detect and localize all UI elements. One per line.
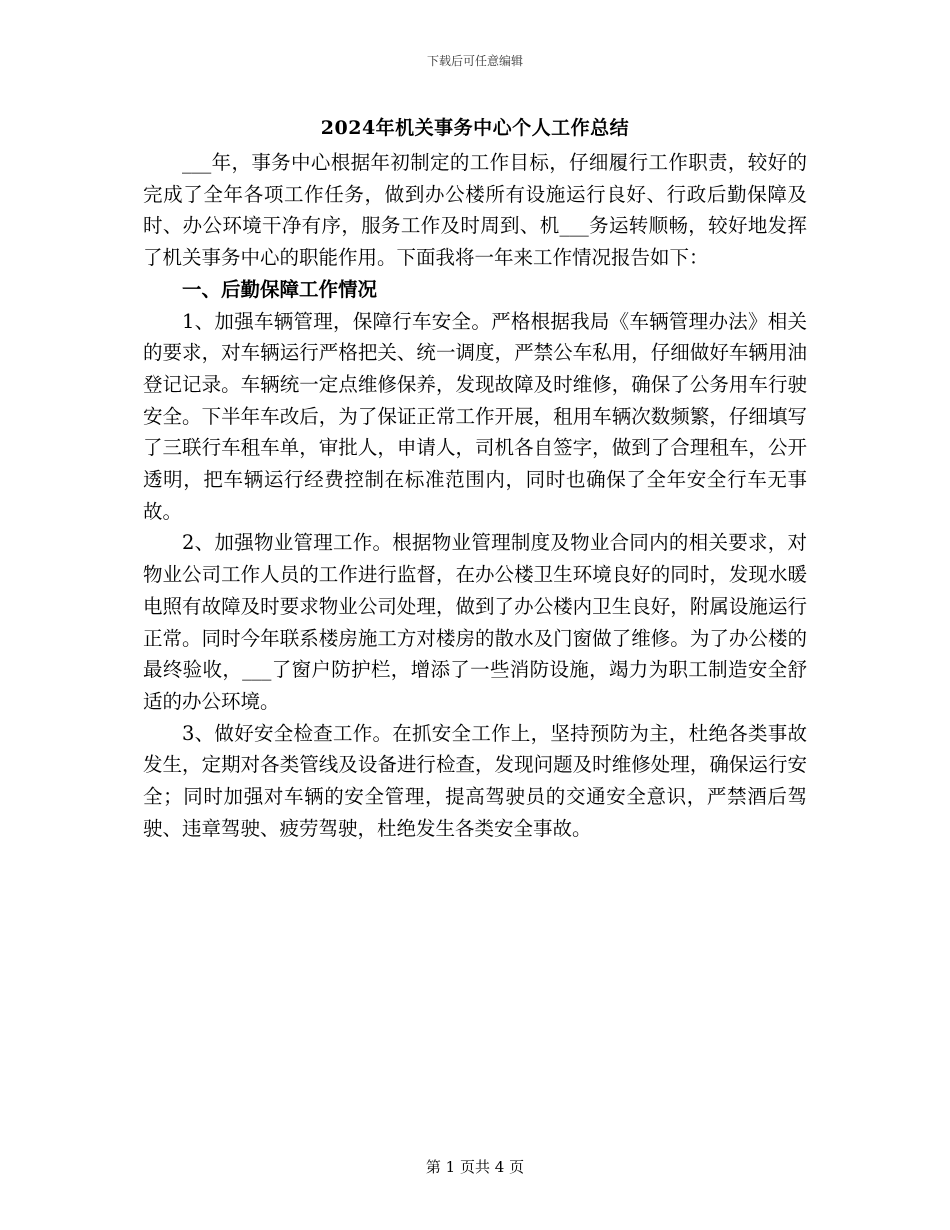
intro-paragraph: ___年，事务中心根据年初制定的工作目标，仔细履行工作职责，较好的完成了全年各项工作任务，做到办公楼所有设施运行良好、行政后勤保障及时、办公环境干净有序，服务工作及时周到、机___务运转顺畅，较好地发挥了机关事务中心的职能作用。下面我将一年来工作情况报告如下：: [143, 151, 807, 270]
section-heading-logistics: 一、后勤保障工作情况: [182, 277, 378, 301]
paragraph-vehicle-management: 1、加强车辆管理，保障行车安全。严格根据我局《车辆管理办法》相关的要求，对车辆运行严格把关、统一调度，严禁公车私用，仔细做好车辆用油登记记录。车辆统一定点维修保养，发现故障及时维修，确保了公务用车行驶安全。下半年车改后，为了保证正常工作开展，租用车辆次数频繁，仔细填写了三联行车租车单，审批人，申请人，司机各自签字，做到了合理租车，公开透明，把车辆运行经费控制在标准范围内，同时也确保了全年安全行车无事故。: [143, 309, 807, 523]
page-number: 第 1 页共 4 页: [425, 1158, 525, 1176]
page-header-note: 下载后可任意编辑: [426, 54, 523, 68]
paragraph-property-management: 2、加强物业管理工作。根据物业管理制度及物业合同内的相关要求，对物业公司工作人员的工作进行监督，在办公楼卫生环境良好的同时，发现水暖电照有故障及时要求物业公司处理，做到了办公楼内卫生良好，附属设施运行正常。同时今年联系楼房施工方对楼房的散水及门窗做了维修。为了办公楼的最终验收，___了窗户防护栏，增添了一些消防设施，竭力为职工制造安全舒适的办公环境。: [143, 531, 807, 713]
paragraph-safety-inspection: 3、做好安全检查工作。在抓安全工作上，坚持预防为主，杜绝各类事故发生，定期对各类管线及设备进行检查，发现问题及时维修处理，确保运行安全；同时加强对车辆的安全管理，提高驾驶员的交通安全意识，严禁酒后驾驶、违章驾驶、疲劳驾驶，杜绝发生各类安全事故。: [143, 721, 807, 840]
document-body: [143, 109, 807, 844]
document-title: 2024年机关事务中心个人工作总结: [320, 117, 630, 139]
